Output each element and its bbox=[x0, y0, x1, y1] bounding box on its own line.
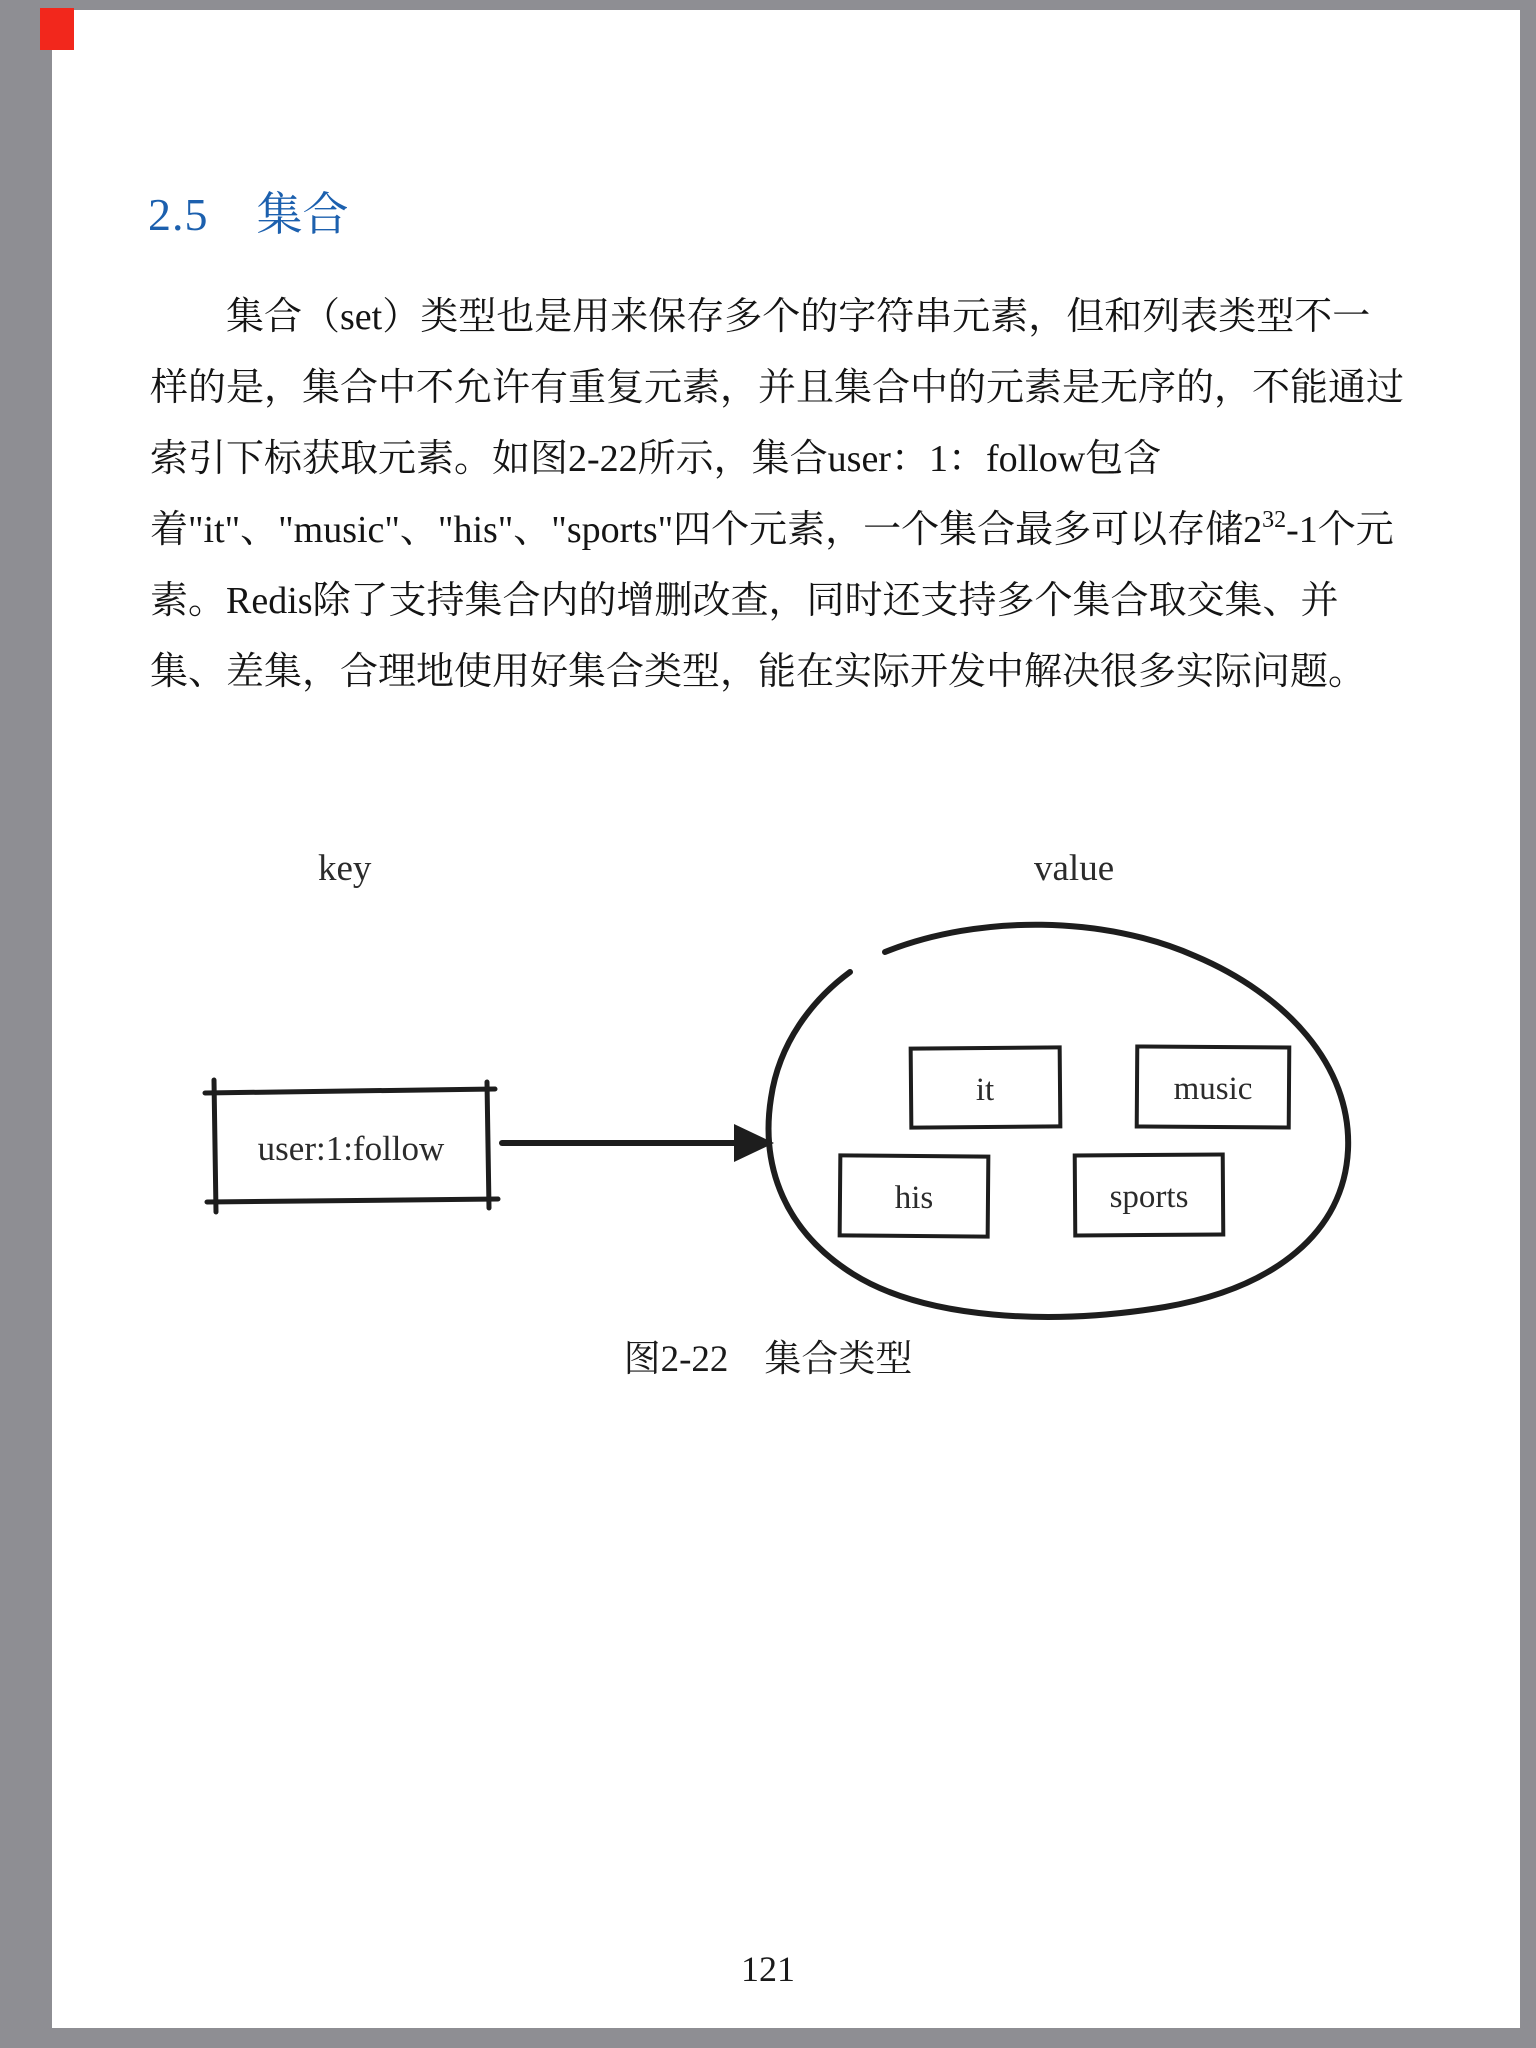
section-number: 2.5 bbox=[148, 189, 209, 240]
figure-caption-title: 集合类型 bbox=[764, 1339, 913, 1380]
member-box-his bbox=[840, 1155, 989, 1236]
figure-diagram bbox=[150, 830, 1390, 1340]
key-label: key bbox=[318, 848, 372, 889]
exponent-superscript: 32 bbox=[1262, 507, 1287, 533]
paragraph-line-1: 集合（set）类型也是用来保存多个的字符串元素，但和列表类型不一 bbox=[226, 296, 1371, 338]
member-box-sports bbox=[1075, 1154, 1224, 1235]
member-label-sports: sports bbox=[1109, 1179, 1189, 1215]
section-heading bbox=[148, 178, 349, 244]
section-title: 集合 bbox=[256, 189, 349, 240]
frame-bottom-strip bbox=[0, 2028, 1536, 2048]
paragraph-line-2: 样的是，集合中不允许有重复元素，并且集合中的元素是无序的，不能通过 bbox=[150, 367, 1405, 409]
line4-tail: -1个元 bbox=[1286, 509, 1394, 551]
frame-left-strip bbox=[0, 0, 52, 2048]
value-label: value bbox=[1034, 848, 1115, 889]
paragraph-line-6: 集、差集，合理地使用好集合类型，能在实际开发中解决很多实际问题。 bbox=[150, 651, 1367, 693]
member-box-music bbox=[1137, 1046, 1290, 1127]
frame-top-strip bbox=[0, 0, 1536, 10]
member-label-music: music bbox=[1173, 1071, 1253, 1107]
corner-red-marker bbox=[40, 8, 74, 50]
paragraph-line-3: 索引下标获取元素。如图2-22所示，集合user：1：follow包含 bbox=[150, 438, 1162, 480]
figure-caption bbox=[0, 1328, 1536, 1382]
figure-caption-number: 图2-22 bbox=[623, 1339, 729, 1380]
paragraph-line-5: 素。Redis除了支持集合内的增删改查，同时还支持多个集合取交集、并 bbox=[150, 580, 1339, 622]
line4-text: 着"it"、"music"、"his"、"sports"四个元素，一个集合最多可以存储2 bbox=[150, 509, 1263, 551]
member-box-it bbox=[911, 1047, 1061, 1127]
page-number: 121 bbox=[741, 1949, 795, 1989]
paragraph-line-4 bbox=[150, 495, 1400, 566]
member-label-it: it bbox=[975, 1072, 995, 1108]
member-label-his: his bbox=[894, 1180, 934, 1216]
frame-right-strip bbox=[1520, 0, 1536, 2048]
key-box-text: user:1:follow bbox=[257, 1129, 445, 1168]
arrow bbox=[502, 1124, 774, 1162]
body-paragraph bbox=[150, 282, 1405, 708]
